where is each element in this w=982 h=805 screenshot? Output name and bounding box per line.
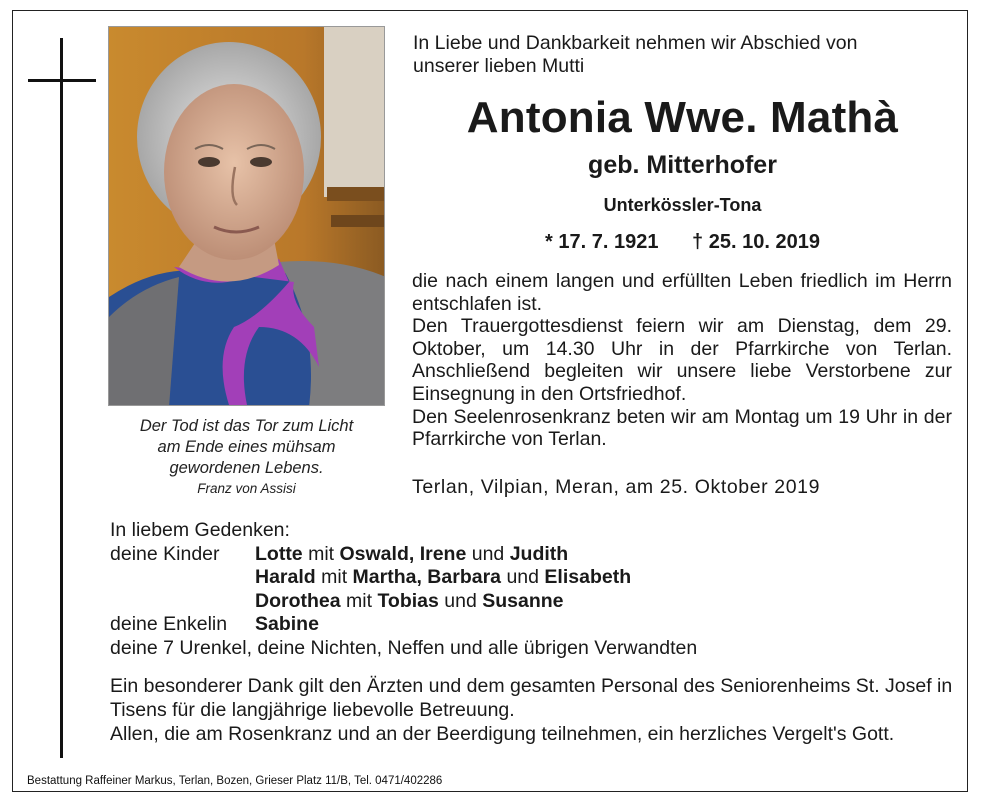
quote-line: am Ende eines mühsam <box>157 438 336 456</box>
place-date: Terlan, Vilpian, Meran, am 25. Oktober 2019 <box>412 476 821 498</box>
children-row <box>110 590 960 614</box>
cross-icon-horizontal <box>28 79 96 82</box>
thanks-paragraph: Ein besonderer Dank gilt den Ärzten und dem gesamten Personal des Seniorenheims St. Josef in Tisens für die langjährige liebevolle Betreuung. <box>110 675 953 721</box>
children-row <box>110 543 960 567</box>
memory-heading: In liebem Gedenken: <box>110 519 290 541</box>
grandchild-label: deine Enkelin <box>110 613 228 635</box>
birth-date: * 17. 7. 1921 <box>545 231 659 253</box>
intro-line: unserer lieben Mutti <box>413 55 585 77</box>
thanks-section <box>110 674 953 746</box>
grandchild-row <box>110 613 960 637</box>
children-names: Dorothea mit Tobias und Susanne <box>255 589 564 612</box>
nickname: Unterkössler-Tona <box>603 195 762 215</box>
funeral-home-footer: Bestattung Raffeiner Markus, Terlan, Bozen, Grieser Platz 11/B, Tel. 0471/402286 <box>27 775 443 787</box>
other-relatives: deine 7 Urenkel, deine Nichten, Neffen und alle übrigen Verwandten <box>110 636 698 659</box>
announcement-paragraph: Den Trauergottesdienst feiern wir am Dienstag, dem 29. Oktober, um 14.30 Uhr in der Pfarrkirche von Terlan. Anschließend begleiten wir unsere liebe Verstorbene zur Einsegnung in den Ortsfriedhof. <box>412 315 952 405</box>
children-names: Harald mit Martha, Barbara und Elisabeth <box>255 566 632 588</box>
children-row <box>110 566 960 590</box>
deceased-name: Antonia Wwe. Mathà <box>466 93 899 142</box>
quote-line: Der Tod ist das Tor zum Licht <box>139 417 354 435</box>
thanks-paragraph: Allen, die am Rosenkranz und an der Beerdigung teilnehmen, ein herzliches Vergelt's Gott. <box>110 723 895 745</box>
maiden-name: geb. Mitterhofer <box>588 151 777 179</box>
announcement-paragraph: die nach einem langen und erfüllten Leben friedlich im Herrn entschlafen ist. <box>412 270 952 315</box>
announcement-paragraph: Den Seelenrosenkranz beten wir am Montag um 19 Uhr in der Pfarrkirche von Terlan. <box>412 405 952 451</box>
death-date: † 25. 10. 2019 <box>692 231 820 253</box>
life-dates <box>405 229 960 255</box>
children-names: Lotte mit Oswald, Irene und Judith <box>255 542 569 565</box>
quote-block <box>108 416 385 499</box>
children-label: deine Kinder <box>110 542 220 565</box>
portrait-photo <box>108 26 385 406</box>
quote-author: Franz von Assisi <box>197 481 296 496</box>
intro-line: In Liebe und Dankbarkeit nehmen wir Abschied von <box>413 32 858 54</box>
grandchild-name: Sabine <box>255 613 319 635</box>
cross-icon-vertical <box>60 38 63 758</box>
intro-text <box>413 32 958 78</box>
quote-line: gewordenen Lebens. <box>169 459 324 477</box>
announcement-text <box>412 270 952 451</box>
memory-section <box>110 519 960 660</box>
